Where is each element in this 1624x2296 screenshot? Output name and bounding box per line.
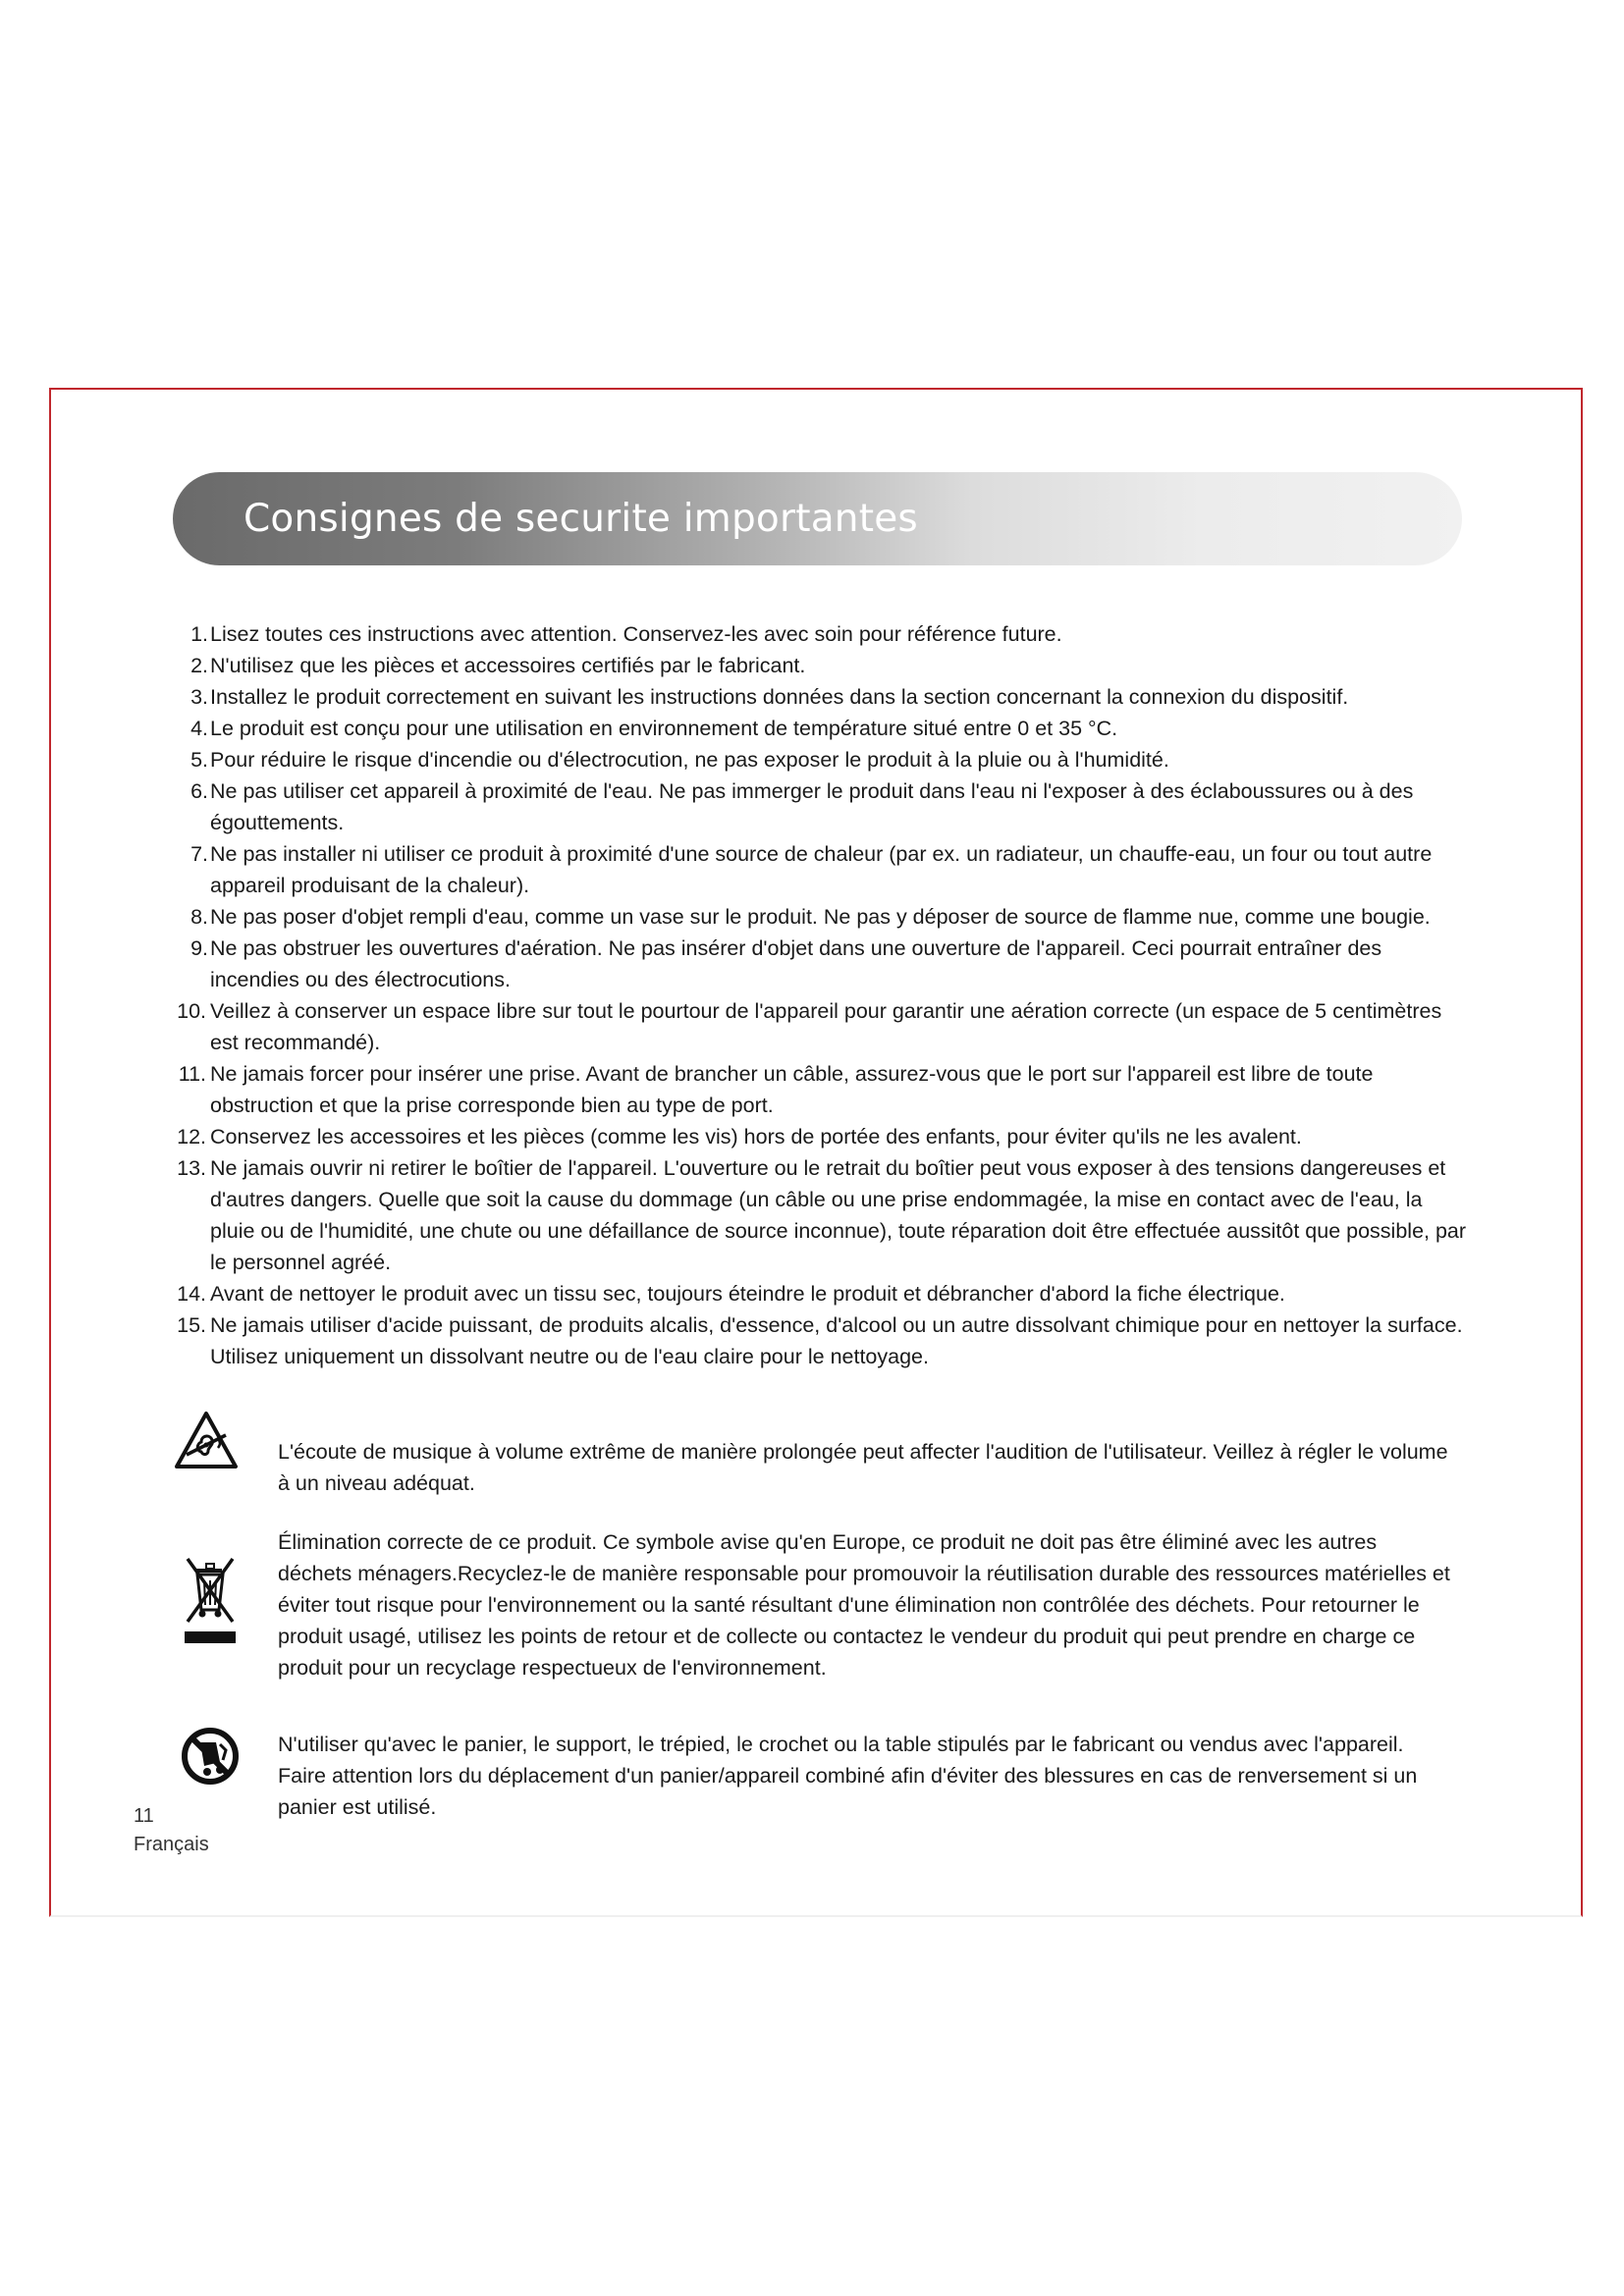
item-text: Ne pas utiliser cet appareil à proximité de l'eau. Ne pas immerger le produit dans l'eau ni l'exposer à des éclaboussures ou à des égouttements. [210,779,1414,834]
list-item [165,901,1471,933]
cart-notice: N'utiliser qu'avec le panier, le support, le trépied, le crochet ou la table stipulés par le fabricant ou vendus avec l'appareil. Faire attention lors du déplacement d'un panier/appareil combiné afin d'éviter des blessures en cas de renversement si un panier est utilisé. [278,1733,1418,1819]
item-number: 14. [177,1282,206,1306]
item-number: 15. [177,1313,206,1337]
page-title: Consignes de securite importantes [244,497,918,541]
list-item [165,618,1471,650]
item-number: 5. [190,748,208,772]
list-item [165,713,1471,744]
list-item [165,1309,1471,1372]
list-item [165,744,1471,775]
item-number: 1. [190,622,208,646]
page-language: Français [134,1834,209,1855]
item-text: Avant de nettoyer le produit avec un tissu sec, toujours éteindre le produit et débrancher d'abord la fiche électrique. [210,1282,1285,1306]
no-cart-tipover-icon [181,1727,240,1786]
weee-crossed-bin-icon [183,1551,238,1647]
item-number: 3. [190,685,208,709]
item-text: Conservez les accessoires et les pièces (comme les vis) hors de portée des enfants, pour éviter qu'ils ne les avalent. [210,1125,1302,1148]
list-item [165,1121,1471,1152]
item-number: 9. [190,936,208,960]
item-text: Ne pas poser d'objet rempli d'eau, comme un vase sur le produit. Ne pas y déposer de source de flamme nue, comme une bougie. [210,905,1431,929]
list-item [165,1278,1471,1309]
hearing-notice: L'écoute de musique à volume extrême de manière prolongée peut affecter l'audition de l'utilisateur. Veillez à régler le volume à un niveau adéquat. [278,1440,1448,1495]
item-text: Le produit est conçu pour une utilisation en environnement de température situé entre 0 et 35 °C. [210,717,1118,740]
list-item [165,650,1471,681]
item-text: Ne jamais ouvrir ni retirer le boîtier de l'appareil. L'ouverture ou le retrait du boîtier peut vous exposer à des tensions dangereuses et d'autres dangers. Quelle que soit la cause du dommage (un câble ou une prise endommagée, la mise en contact avec de l'eau, la pluie ou de l'humidité, une chute ou une défaillance de source inconnue), toute réparation doit être effectuée aussitôt que possible, par le personnel agréé. [210,1156,1467,1274]
item-text: Installez le produit correctement en suivant les instructions données dans la section concernant la connexion du dispositif. [210,685,1349,709]
item-text: Lisez toutes ces instructions avec attention. Conservez-les avec soin pour référence future. [210,622,1062,646]
safety-instructions-list [165,618,1471,1372]
page-number: 11 [134,1805,154,1827]
item-number: 11. [178,1062,206,1086]
hearing-warning-icon [173,1410,240,1470]
disposal-notice: Élimination correcte de ce produit. Ce symbole avise qu'en Europe, ce produit ne doit pas être éliminé avec les autres déchets ménagers.Recyclez-le de manière responsable pour promouvoir la réutilisation durable des ressources matérielles et éviter tout risque pour l'environnement ou la santé résultant d'une élimination non contrôlée des déchets. Pour retourner le produit usagé, utilisez les points de retour et de collecte ou contactez le vendeur du produit qui peut prendre en charge ce produit pour un recyclage respectueux de l'environnement. [278,1530,1450,1680]
item-text: Ne jamais utiliser d'acide puissant, de produits alcalis, d'essence, d'alcool ou un autre dissolvant chimique pour en nettoyer la surface. Utilisez uniquement un dissolvant neutre ou de l'eau claire pour le nettoyage. [210,1313,1463,1368]
item-text: N'utilisez que les pièces et accessoires certifiés par le fabricant. [210,654,806,677]
item-text: Ne pas obstruer les ouvertures d'aération. Ne pas insérer d'objet dans une ouverture de l'appareil. Ceci pourrait entraîner des incendies ou des électrocutions. [210,936,1382,991]
list-item [165,681,1471,713]
section-banner [173,472,1462,565]
item-number: 4. [190,717,208,740]
list-item [165,933,1471,995]
item-text: Ne pas installer ni utiliser ce produit à proximité d'une source de chaleur (par ex. un radiateur, un chauffe-eau, un four ou tout autre appareil produisant de la chaleur). [210,842,1433,897]
list-item [165,995,1471,1058]
item-text: Ne jamais forcer pour insérer une prise. Avant de brancher un câble, assurez-vous que le port sur l'appareil est libre de toute obstruction et que la prise corresponde bien au type de port. [210,1062,1374,1117]
list-item [165,775,1471,838]
item-number: 13. [177,1156,206,1180]
list-item [165,1152,1471,1278]
item-number: 7. [190,842,208,866]
item-number: 6. [190,779,208,803]
item-text: Veillez à conserver un espace libre sur tout le pourtour de l'appareil pour garantir une aération correcte (un espace de 5 centimètres est recommandé). [210,999,1442,1054]
item-text: Pour réduire le risque d'incendie ou d'électrocution, ne pas exposer le produit à la pluie ou à l'humidité. [210,748,1169,772]
item-number: 8. [190,905,208,929]
item-number: 12. [177,1125,206,1148]
list-item [165,1058,1471,1121]
item-number: 2. [190,654,208,677]
list-item [165,838,1471,901]
item-number: 10. [177,999,206,1023]
